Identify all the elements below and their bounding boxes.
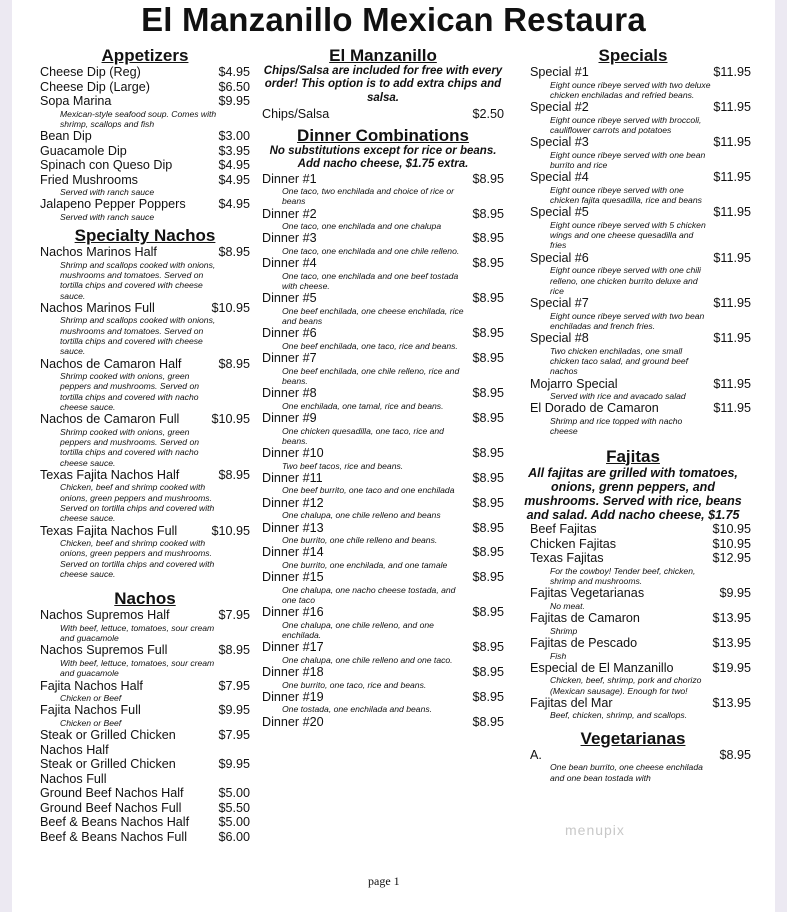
fajitas-list (515, 522, 751, 720)
item-name: Dinner #15 (262, 570, 324, 585)
item-price: $8.95 (472, 495, 504, 510)
menu-item (515, 205, 751, 220)
item-name: Cheese Dip (Reg) (40, 65, 141, 79)
item-name: Cheese Dip (Large) (40, 79, 150, 94)
menu-item (40, 245, 250, 260)
item-description: Eight ounce ribeye served with one bean burrito and rice (550, 149, 706, 170)
item-name: Special #8 (530, 331, 589, 346)
menu-item (262, 386, 504, 401)
item-name: Special #6 (530, 250, 589, 265)
item-description: Shrimp and rice topped with nacho cheese (550, 415, 683, 437)
menu-item (40, 743, 250, 758)
menu-item (262, 107, 504, 122)
item-description: One beef burrito, one taco and one enchilada (282, 485, 455, 496)
item-price: $8.95 (472, 545, 504, 560)
item-price: $7.95 (218, 608, 250, 623)
item-name: Special #4 (530, 170, 589, 185)
item-price: $11.95 (713, 65, 751, 79)
item-name: Mojarro Special (530, 376, 618, 391)
menu-item (40, 197, 250, 212)
watermark: menupix (565, 822, 625, 838)
item-description: One chalupa, one nacho cheese tostada, and one taco (282, 584, 456, 605)
item-description: One taco, one enchilada and one chalupa (282, 221, 442, 232)
page-edge-right (775, 0, 787, 912)
menu-item (262, 545, 504, 560)
item-price: $8.95 (472, 206, 504, 221)
item-price: $7.95 (218, 728, 250, 743)
item-description: Eight ounce ribeye served with one chicken fajita quesadilla, rice and beans (550, 184, 702, 206)
item-price: $8.95 (472, 231, 504, 246)
menu-item (515, 586, 751, 601)
item-description: Fish (550, 650, 567, 661)
menu-item (40, 357, 250, 372)
item-name: Beef Fajitas (530, 522, 597, 537)
item-price: $10.95 (211, 412, 250, 427)
item-name: Steak or Grilled Chicken (40, 757, 176, 772)
item-description: With beef, lettuce, tomatoes, sour cream and guacamole (60, 657, 215, 679)
menu-item (40, 679, 250, 694)
item-name: Special #2 (530, 100, 589, 115)
item-price: $2.50 (472, 107, 504, 122)
dinner-note: No substitutions except for rice or beans. Add nacho cheese, $1.75 extra. (269, 144, 497, 171)
item-name: Texas Fajita Nachos Half (40, 467, 180, 482)
item-name: Texas Fajitas (530, 551, 604, 566)
menu-item (40, 129, 250, 144)
menu-item (40, 643, 250, 658)
menu-item (262, 665, 504, 680)
item-description: Mexican-style seafood soup. Comes with shrimp, scallops and fish (60, 108, 217, 129)
item-name: Dinner #7 (262, 351, 317, 366)
item-price: $8.95 (472, 291, 504, 306)
item-price: $12.95 (712, 551, 751, 566)
item-description: One enchilada, one tamal, rice and beans. (282, 400, 444, 411)
menu-item (262, 605, 504, 620)
item-price: $13.95 (712, 636, 751, 651)
item-name: Steak or Grilled Chicken (40, 728, 176, 743)
menu-item (262, 291, 504, 306)
item-name: El Dorado de Camaron (530, 401, 659, 416)
item-description: Eight ounce ribeye served with one chili relleno, one chicken burrito deluxe and rice (550, 265, 701, 296)
item-price: $8.95 (218, 643, 250, 658)
menu-item (515, 537, 751, 552)
item-name: Special #7 (530, 296, 589, 311)
menu-item (262, 521, 504, 536)
item-name: Dinner #5 (262, 291, 317, 306)
item-price: $8.95 (472, 256, 504, 271)
menu-item (515, 748, 751, 763)
menu-item (262, 640, 504, 655)
item-name: Dinner #6 (262, 326, 317, 341)
item-description: One beef enchilada, one cheese enchilada, rice and beans (282, 305, 464, 327)
item-price: $4.95 (218, 65, 250, 79)
item-price: $3.95 (218, 143, 250, 158)
chips-note: Chips/Salsa are included for free with every order! This option is to add extra chips and salsa. (263, 65, 503, 104)
item-price: $8.95 (472, 665, 504, 680)
menu-item (40, 158, 250, 173)
vegetarianas-list (515, 748, 751, 783)
item-name: Fajitas del Mar (530, 695, 613, 710)
item-name: Nachos de Camaron Half (40, 356, 182, 371)
menu-item (40, 94, 250, 109)
page-number: page 1 (368, 874, 400, 888)
item-price: $10.95 (712, 522, 751, 537)
menu-item (515, 551, 751, 566)
item-description: Shrimp cooked with onions, green peppers and mushrooms. Served on tortilla chips and covered with nacho cheese sauce. (60, 426, 200, 468)
item-name: Ground Beef Nachos Full (40, 800, 182, 815)
menu-item (40, 524, 250, 539)
item-price: $3.00 (218, 129, 250, 144)
item-name: Dinner #1 (262, 171, 317, 186)
item-description: One taco, one enchilada and one chile relleno. (282, 245, 460, 256)
item-price: $8.95 (472, 714, 504, 729)
item-description: One burrito, one chile relleno and beans. (282, 535, 438, 546)
menu-item (262, 231, 504, 246)
menu-item (262, 715, 504, 730)
item-price: $11.95 (713, 135, 751, 150)
item-price: $5.00 (218, 815, 250, 830)
menu-item (515, 135, 751, 150)
item-price: $4.95 (218, 197, 250, 212)
item-name: Nachos Marinos Full (40, 300, 155, 315)
item-price: $8.95 (472, 570, 504, 585)
item-name: Texas Fajita Nachos Full (40, 523, 178, 538)
menu-item (40, 468, 250, 483)
item-name: A. (530, 747, 542, 762)
item-price: $8.95 (472, 351, 504, 366)
dinner-combinations-list (262, 172, 504, 730)
item-description: One beef enchilada, one chile relleno, rice and beans. (282, 365, 460, 386)
specialty-nachos-list (40, 245, 250, 579)
item-name: Bean Dip (40, 129, 92, 144)
item-price: $8.95 (472, 640, 504, 655)
section-title-specials: Specials (598, 46, 668, 65)
item-price: $11.95 (713, 296, 751, 311)
menu-item (262, 411, 504, 426)
item-price: $6.50 (218, 79, 250, 94)
item-description: Eight ounce ribeye served with two bean enchiladas and french fries. (550, 310, 705, 331)
item-name: Beef & Beans Nachos Full (40, 829, 188, 844)
item-price: $8.95 (472, 386, 504, 401)
menu-item (40, 412, 250, 427)
item-price: $8.95 (472, 446, 504, 461)
menu-item (515, 296, 751, 311)
column-right (515, 46, 751, 783)
item-price: $5.50 (218, 800, 250, 815)
item-description: Chicken, beef and shrimp cooked with onions, green peppers and mushrooms. Served on tortilla chips and covered with cheese sauce. (60, 482, 215, 524)
item-name: Nachos de Camaron Full (40, 412, 180, 427)
item-price: $9.95 (719, 586, 751, 601)
menu-item (515, 522, 751, 537)
item-name: Dinner #14 (262, 545, 324, 560)
item-price: $11.95 (713, 250, 751, 265)
item-name: Chicken Fajitas (530, 536, 617, 551)
menu-item (515, 611, 751, 626)
item-price: $8.95 (472, 411, 504, 426)
item-name: Dinner #2 (262, 206, 317, 221)
item-price: $11.95 (713, 205, 751, 220)
item-price: $9.95 (218, 703, 250, 718)
item-description: One beef enchilada, one taco, rice and beans. (282, 340, 458, 351)
item-description: Two beef tacos, rice and beans. (282, 460, 404, 471)
item-description: Served with ranch sauce (60, 211, 155, 222)
item-price: $8.95 (218, 467, 250, 482)
menu-item (262, 351, 504, 366)
menu-item (515, 636, 751, 651)
item-name: Nachos Half (40, 742, 109, 757)
menu-item (262, 446, 504, 461)
item-name: Dinner #20 (262, 714, 324, 729)
item-name: Dinner #4 (262, 256, 317, 271)
menu-item (515, 696, 751, 711)
item-description: One chalupa, one chile relleno, and one enchilada. (282, 619, 434, 641)
menu-item (262, 256, 504, 271)
item-name: Fajitas de Camaron (530, 611, 640, 626)
fajitas-note: All fajitas are grilled with tomatoes, onions, grenn peppers, and mushrooms. Served with rice, beans and salad. Add nacho cheese, $1.75 (524, 465, 742, 523)
item-name: Fajita Nachos Full (40, 703, 141, 718)
item-description: Eight ounce ribeye served with two deluxe chicken enchiladas and refried beans. (550, 79, 711, 100)
item-name: Dinner #9 (262, 411, 317, 426)
item-description: Served with rice and avacado salad (550, 391, 686, 402)
item-name: Dinner #13 (262, 520, 324, 535)
item-name: Guacamole Dip (40, 143, 127, 158)
item-price: $7.95 (218, 678, 250, 693)
item-name: Especial de El Manzanillo (530, 660, 674, 675)
item-price: $10.95 (712, 536, 751, 551)
item-description: One chalupa, one chile relleno and beans (282, 510, 441, 521)
item-price: $11.95 (713, 100, 751, 115)
item-name: Fajitas Vegetarianas (530, 586, 645, 601)
item-description: With beef, lettuce, tomatoes, sour cream and guacamole (60, 622, 215, 644)
menu-item (515, 170, 751, 185)
item-price: $11.95 (713, 376, 751, 391)
menu-item (262, 172, 504, 187)
item-price: $8.95 (218, 356, 250, 371)
menu-item (40, 173, 250, 188)
item-price: $19.95 (712, 660, 751, 675)
item-price: $11.95 (713, 401, 751, 416)
item-name: Jalapeno Pepper Poppers (40, 197, 186, 212)
column-middle (262, 46, 504, 729)
item-name: Dinner #11 (262, 470, 323, 485)
item-price: $10.95 (211, 523, 250, 538)
section-title-specialty-nachos: Specialty Nachos (74, 226, 216, 246)
item-description: One chicken quesadilla, one taco, rice and beans. (282, 425, 444, 446)
item-description: One tostada, one enchilada and beans. (282, 704, 433, 715)
item-price: $11.95 (713, 170, 751, 185)
item-price: $4.95 (218, 158, 250, 173)
menu-item (40, 144, 250, 159)
menu-item (515, 251, 751, 266)
menu-item (40, 801, 250, 816)
menu-item (40, 728, 250, 743)
item-name: Special #1 (530, 65, 589, 79)
item-price: $9.95 (218, 757, 250, 772)
item-name: Fajitas de Pescado (530, 636, 638, 651)
restaurant-title: El Manzanillo Mexican Restaura (141, 1, 646, 38)
menu-item (262, 496, 504, 511)
item-description: One chalupa, one chile relleno and one taco. (282, 654, 453, 665)
item-name: Dinner #8 (262, 386, 317, 401)
column-left (40, 46, 250, 844)
item-name: Dinner #10 (262, 446, 324, 461)
item-description: Chicken or Beef (60, 693, 122, 703)
item-price: $13.95 (712, 695, 751, 710)
menu-item (262, 690, 504, 705)
item-description: Shrimp (550, 625, 578, 636)
item-name: Spinach con Queso Dip (40, 158, 173, 173)
item-price: $13.95 (712, 611, 751, 626)
menu-item (515, 401, 751, 416)
item-description: Eight ounce ribeye served with broccoli, cauliflower carrots and potatoes (550, 114, 702, 135)
menu-item (40, 301, 250, 316)
item-name: Chips/Salsa (262, 107, 330, 122)
section-title-fajitas: Fajitas (606, 446, 660, 466)
item-price: $11.95 (713, 331, 751, 346)
item-description: Two chicken enchiladas, one small chicken taco salad, and ground beef nachos (550, 345, 689, 377)
menu-item (262, 326, 504, 341)
section-title-vegetarianas: Vegetarianas (580, 728, 686, 748)
item-price: $8.95 (472, 520, 504, 535)
item-description: Shrimp and scallops cooked with onions, mushrooms and tomatoes. Served on tortilla chips and covered with cheese sauce. (60, 259, 216, 301)
item-description: No meat. (550, 600, 585, 611)
item-name: Dinner #18 (262, 665, 324, 680)
item-description: Shrimp cooked with onions, green peppers and mushrooms. Served on tortilla chips and covered with nacho cheese sauce. (60, 371, 200, 412)
item-price: $8.95 (472, 470, 504, 485)
menu-item (262, 570, 504, 585)
item-price: $4.95 (218, 172, 250, 187)
menu-item (40, 703, 250, 718)
menu-item (40, 608, 250, 623)
section-title-appetizers: Appetizers (101, 46, 189, 65)
specials-list (515, 65, 751, 437)
menu-item (262, 471, 504, 486)
section-title-el-manzanillo: El Manzanillo (329, 46, 437, 65)
item-description: One burrito, one enchilada, and one tamale (282, 559, 448, 570)
item-price: $8.95 (218, 245, 250, 260)
page-edge-left (0, 0, 12, 912)
item-price: $8.95 (472, 326, 504, 341)
item-name: Nachos Supremos Half (40, 608, 170, 623)
item-price: $6.00 (218, 829, 250, 844)
item-name: Dinner #17 (262, 640, 324, 655)
item-price: $9.95 (218, 94, 250, 108)
section-title-dinner-combinations: Dinner Combinations (297, 125, 469, 145)
item-name: Beef & Beans Nachos Half (40, 815, 190, 830)
item-description: Chicken, beef, shrimp, pork and chorizo (Mexican sausage). Enough for two! (550, 675, 702, 696)
menu-item (515, 100, 751, 115)
item-name: Fried Mushrooms (40, 172, 138, 187)
menu-item (40, 815, 250, 830)
item-description: Served with ranch sauce (60, 187, 155, 198)
item-description: Beef, chicken, shrimp, and scallops. (550, 710, 688, 721)
item-name: Nachos Marinos Half (40, 245, 157, 260)
item-name: Special #3 (530, 135, 589, 150)
menu-item (40, 65, 250, 80)
item-name: Dinner #12 (262, 495, 324, 510)
menu-item (515, 65, 751, 80)
menu-item (40, 830, 250, 845)
item-description: One taco, two enchilada and choice of rice or beans (282, 186, 454, 207)
item-description: Eight ounce ribeye served with 5 chicken wings and one cheese quesadilla and fries (550, 219, 706, 251)
menu-item (40, 772, 250, 787)
item-description: One taco, one enchilada and one beef tostada with cheese. (282, 270, 459, 292)
section-title-nachos: Nachos (114, 589, 176, 609)
menu-item (40, 786, 250, 801)
menu-item (40, 757, 250, 772)
appetizers-list (40, 65, 250, 222)
item-description: One burrito, one taco, rice and beans. (282, 679, 427, 690)
item-price: $8.95 (472, 605, 504, 620)
item-name: Dinner #16 (262, 605, 324, 620)
menu-item (40, 80, 250, 95)
item-name: Sopa Marina (40, 94, 112, 108)
nachos-list (40, 608, 250, 844)
item-price: $10.95 (211, 300, 250, 315)
menu-item (515, 377, 751, 392)
el-manzanillo-list (262, 107, 504, 122)
item-name: Nachos Supremos Full (40, 643, 168, 658)
item-price: $5.00 (218, 786, 250, 801)
item-name: Ground Beef Nachos Half (40, 786, 184, 801)
menu-item (515, 331, 751, 346)
item-description: Shrimp and scallops cooked with onions, mushrooms and tomatoes. Served on tortilla chips and covered with cheese sauce. (60, 315, 216, 357)
item-description: Chicken or Beef (60, 717, 122, 728)
item-name: Fajita Nachos Half (40, 678, 143, 693)
item-name: Dinner #3 (262, 231, 317, 246)
item-name: Nachos Full (40, 771, 107, 786)
item-description: For the cowboy! Tender beef, chicken, shrimp and mushrooms. (550, 565, 696, 587)
item-price: $8.95 (719, 747, 751, 762)
item-price: $8.95 (472, 171, 504, 186)
item-name: Dinner #19 (262, 689, 324, 704)
item-price: $8.95 (472, 689, 504, 704)
item-description: One bean burrito, one cheese enchilada and one bean tostada with (550, 762, 703, 783)
menu-item (515, 661, 751, 676)
menu-item (262, 207, 504, 222)
item-description: Chicken, beef and shrimp cooked with onions, green peppers and mushrooms. Served on tortilla chips and covered with cheese sauce. (60, 538, 215, 580)
item-name: Special #5 (530, 205, 589, 220)
